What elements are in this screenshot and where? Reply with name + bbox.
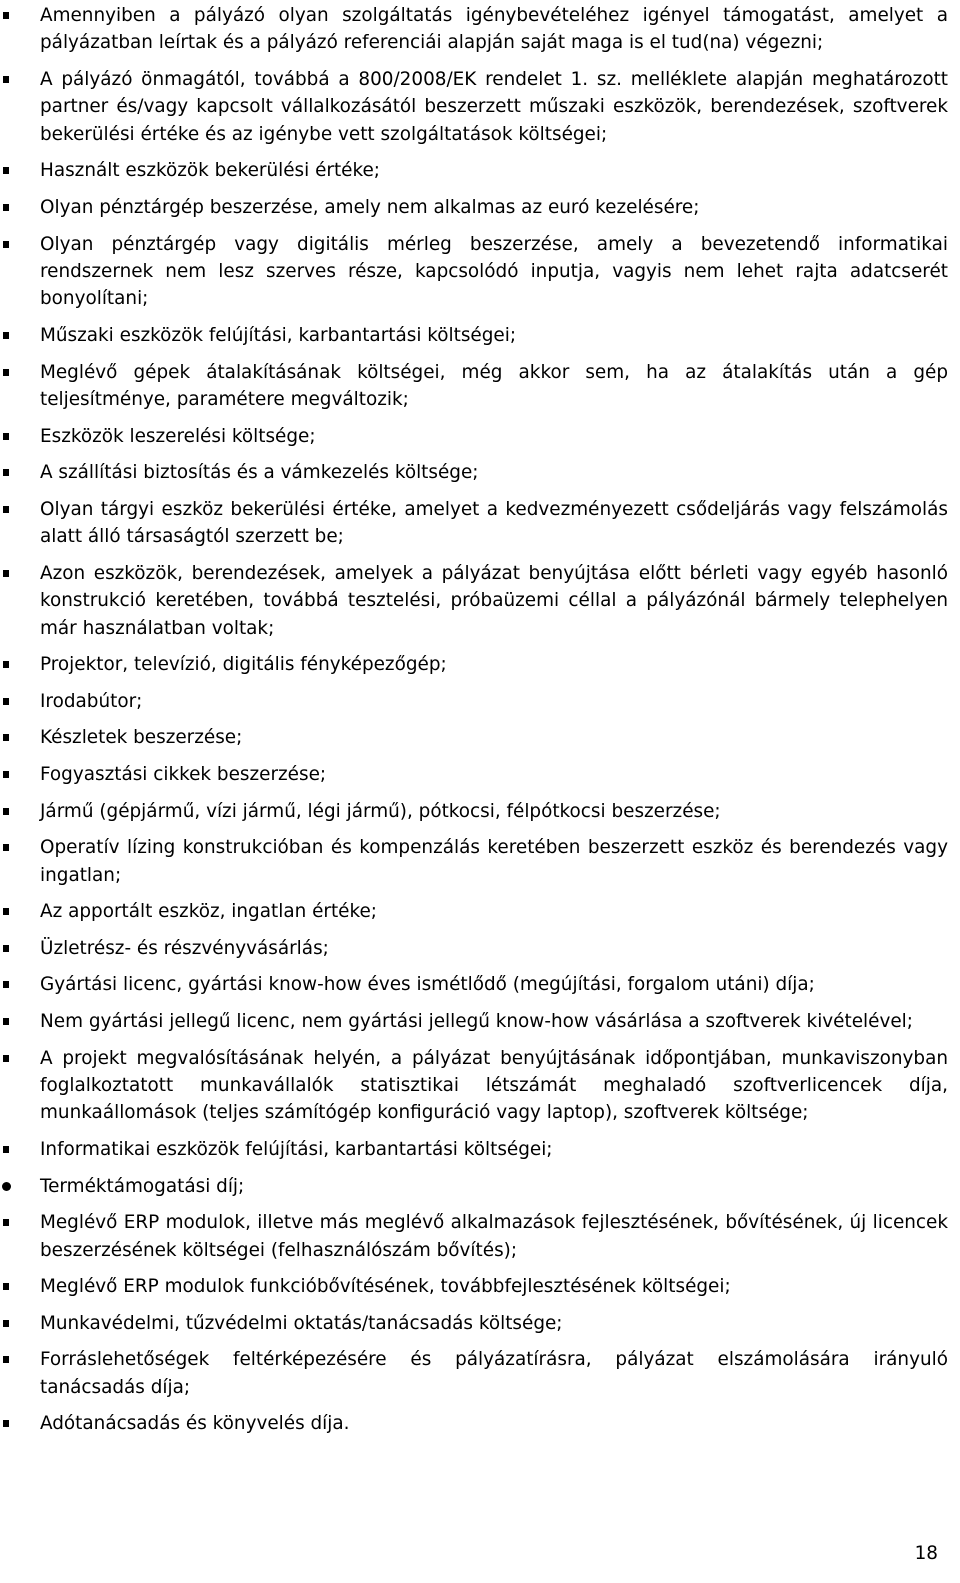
list-item — [40, 231, 948, 313]
list-item-text: Projektor, televízió, digitális fényképezőgép; — [40, 654, 447, 676]
list-item-text: Nem gyártási jellegű licenc, nem gyártási jellegű know-how vásárlása a szoftverek kivételével; — [40, 1010, 913, 1032]
square-bullet-icon — [3, 661, 9, 668]
list-item-text: Terméktámogatási díj; — [40, 1175, 245, 1197]
square-bullet-icon — [3, 945, 9, 952]
list-item — [40, 1209, 948, 1264]
list-item-text: Irodabútor; — [40, 690, 143, 712]
square-bullet-icon — [3, 771, 9, 778]
square-bullet-icon — [3, 698, 9, 705]
list-item-text: Adótanácsadás és könyvelés díja. — [40, 1413, 350, 1435]
square-bullet-icon — [3, 1356, 9, 1363]
list-item — [40, 157, 948, 184]
list-item-text: Munkavédelmi, tűzvédelmi oktatás/tanácsadás költsége; — [40, 1312, 563, 1334]
list-item-text: A szállítási biztosítás és a vámkezelés költsége; — [40, 462, 479, 484]
list-item — [40, 322, 948, 349]
square-bullet-icon — [3, 1283, 9, 1290]
list-item-text: Eszközök leszerelési költsége; — [40, 425, 316, 447]
square-bullet-icon — [3, 908, 9, 915]
list-item — [40, 651, 948, 678]
square-bullet-icon — [3, 1219, 9, 1226]
list-item — [40, 423, 948, 450]
ineligible-costs-list — [40, 2, 948, 1447]
list-item-text: Olyan pénztárgép beszerzése, amely nem alkalmas az euró kezelésére; — [40, 197, 700, 218]
list-item-text: Műszaki eszközök felújítási, karbantartási költségei; — [40, 325, 517, 346]
list-item — [40, 935, 948, 962]
page-number: 18 — [914, 1543, 938, 1564]
square-bullet-icon — [3, 12, 9, 19]
list-item-text: Meglévő ERP modulok funkcióbővítésének, továbbfejlesztésének költségei; — [40, 1276, 731, 1298]
list-item-text: Jármű (gépjármű, vízi jármű, légi jármű), pótkocsi, félpótkocsi beszerzése; — [40, 800, 721, 822]
list-item-text: Olyan pénztárgép vagy digitális mérleg beszerzése, amely a bevezetendő informatikai rendszernek nem lesz szerves része, kapcsolódó inputja, vagyis nem lehet rajta adatcserét bonyolítani; — [40, 233, 948, 310]
list-item — [40, 194, 948, 221]
square-bullet-icon — [3, 1320, 9, 1327]
list-item — [40, 971, 948, 998]
list-item — [40, 496, 948, 551]
list-item-text: Olyan tárgyi eszköz bekerülési értéke, amelyet a kedvezményezett csődeljárás vagy felszámolás alatt álló társaságtól szerzett be; — [40, 498, 948, 548]
list-item — [40, 359, 948, 414]
square-bullet-icon — [3, 167, 9, 174]
list-item-text: Üzletrész- és részvényvásárlás; — [40, 937, 329, 959]
square-bullet-icon — [3, 981, 9, 988]
list-item — [40, 688, 948, 715]
square-bullet-icon — [3, 369, 9, 376]
square-bullet-icon — [3, 1420, 9, 1427]
square-bullet-icon — [3, 506, 9, 513]
square-bullet-icon — [3, 808, 9, 815]
list-item — [40, 560, 948, 642]
list-item — [40, 898, 948, 925]
list-item-text: Az apportált eszköz, ingatlan értéke; — [40, 901, 378, 923]
list-item — [40, 1346, 948, 1401]
list-item-text: Használt eszközök bekerülési értéke; — [40, 160, 381, 182]
list-item-text: A pályázó önmagától, továbbá a 800/2008/EK rendelet 1. sz. melléklete alapján meghatározott partner és/vagy kapcsolt vállalkozásától beszerzett műszaki eszközök, berendezések, szoftverek bekerülési értéke és az igénybe vett szolgáltatások költségei; — [40, 69, 948, 145]
square-bullet-icon — [3, 734, 9, 741]
list-item-text: Készletek beszerzése; — [40, 727, 243, 749]
list-item — [40, 761, 948, 788]
square-bullet-icon — [3, 241, 9, 248]
list-item — [40, 459, 948, 486]
square-bullet-icon — [3, 1055, 9, 1062]
square-bullet-icon — [3, 844, 9, 851]
list-item — [40, 2, 948, 57]
list-item-text: Fogyasztási cikkek beszerzése; — [40, 763, 327, 785]
list-item — [40, 834, 948, 889]
list-item-text: Meglévő ERP modulok, illetve más meglévő alkalmazások fejlesztésének, bővítésének, új licencek beszerzésének költségei (felhasználószám bővítés); — [40, 1212, 948, 1261]
list-item-text: Operatív lízing konstrukcióban és kompenzálás keretében beszerzett eszköz és berendezés vagy ingatlan; — [40, 837, 948, 886]
list-item-text: Informatikai eszközök felújítási, karbantartási költségei; — [40, 1138, 553, 1160]
list-item-text: Forráslehetőségek feltérképezésére és pályázatírásra, pályázat elszámolására irányuló tanácsadás díja; — [40, 1349, 948, 1398]
list-item — [40, 1410, 948, 1437]
square-bullet-icon — [3, 1018, 9, 1025]
list-item — [40, 1173, 948, 1200]
list-item — [40, 1273, 948, 1300]
list-item — [40, 1008, 948, 1035]
square-bullet-icon — [3, 1146, 9, 1153]
square-bullet-icon — [3, 570, 9, 577]
square-bullet-icon — [3, 204, 9, 211]
list-item-text: Meglévő gépek átalakításának költségei, még akkor sem, ha az átalakítás után a gép teljesítménye, paramétere megváltozik; — [40, 361, 948, 410]
list-item — [40, 1045, 948, 1127]
square-bullet-icon — [3, 76, 9, 83]
list-item-text: Gyártási licenc, gyártási know-how éves ismétlődő (megújítási, forgalom utáni) díja; — [40, 974, 815, 996]
list-item — [40, 1310, 948, 1337]
list-item-text: Azon eszközök, berendezések, amelyek a pályázat benyújtása előtt bérleti vagy egyéb hasonló konstrukció keretében, továbbá tesztelési, próbaüzemi céllal a pályázónál bármely telephelyen már használatban voltak; — [40, 562, 948, 639]
list-item-text: A projekt megvalósításának helyén, a pályázat benyújtásának időpontjában, munkaviszonyban foglalkoztatott munkavállalók statisztikai létszámát meghaladó szoftverlicencek díja, munkaállomások (teljes számítógép konfiguráció vagy laptop), szoftverek költsége; — [40, 1047, 948, 1124]
square-bullet-icon — [3, 332, 9, 339]
list-item — [40, 1136, 948, 1163]
round-bullet-icon — [2, 1182, 11, 1191]
list-item-text: Amennyiben a pályázó olyan szolgáltatás igénybevételéhez igényel támogatást, amelyet a pályázatban leírtak és a pályázó referenciái alapján saját maga is el tud(na) végezni; — [40, 5, 948, 54]
list-item — [40, 66, 948, 148]
square-bullet-icon — [3, 469, 9, 476]
square-bullet-icon — [3, 433, 9, 440]
list-item — [40, 724, 948, 751]
list-item — [40, 798, 948, 825]
